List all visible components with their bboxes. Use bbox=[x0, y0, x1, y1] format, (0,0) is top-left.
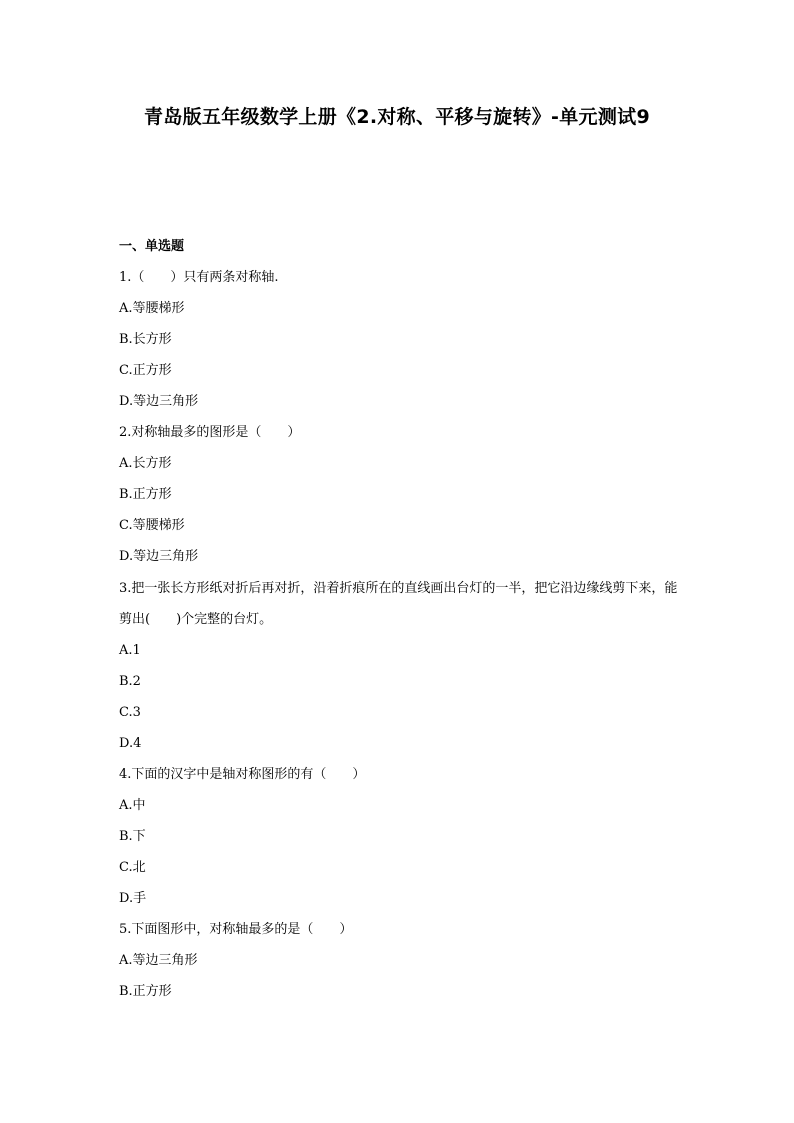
section-heading: 一、单选题 bbox=[119, 239, 185, 254]
question-4 bbox=[119, 765, 679, 909]
option-d: D.等边三角形 bbox=[119, 394, 199, 409]
option-b: B.正方形 bbox=[119, 984, 172, 999]
option-a: A.等腰梯形 bbox=[119, 301, 185, 316]
option-a: A.中 bbox=[119, 798, 146, 813]
option-b: B.下 bbox=[119, 829, 146, 844]
question-2 bbox=[119, 423, 679, 567]
question-stem: 2.对称轴最多的图形是（ ） bbox=[119, 425, 301, 440]
option-d: D.等边三角形 bbox=[119, 549, 199, 564]
option-c: C.等腰梯形 bbox=[119, 518, 185, 533]
question-stem: 1.（ ）只有两条对称轴. bbox=[119, 270, 279, 285]
option-c: C.3 bbox=[119, 705, 141, 720]
option-d: D.手 bbox=[119, 891, 147, 906]
option-c: C.北 bbox=[119, 860, 146, 875]
document-content bbox=[119, 237, 679, 1013]
question-stem: 5.下面图形中，对称轴最多的是（ ） bbox=[119, 922, 353, 937]
option-b: B.长方形 bbox=[119, 332, 172, 347]
question-stem: 3.把一张长方形纸对折后再对折，沿着折痕所在的直线画出台灯的一半，把它沿边缘线剪下来，能剪出( )个完整的台灯。 bbox=[119, 581, 678, 627]
question-3 bbox=[119, 573, 679, 754]
option-a: A.1 bbox=[119, 643, 141, 658]
option-a: A.长方形 bbox=[119, 456, 172, 471]
option-c: C.正方形 bbox=[119, 363, 172, 378]
question-stem: 4.下面的汉字中是轴对称图形的有（ ） bbox=[119, 767, 366, 782]
option-d: D.4 bbox=[119, 736, 142, 751]
option-b: B.正方形 bbox=[119, 487, 172, 502]
option-a: A.等边三角形 bbox=[119, 953, 198, 968]
document-title: 青岛版五年级数学上册《2.对称、平移与旋转》-单元测试9 bbox=[144, 106, 650, 128]
option-b: B.2 bbox=[119, 674, 141, 689]
question-1 bbox=[119, 268, 679, 412]
question-5 bbox=[119, 920, 679, 1002]
